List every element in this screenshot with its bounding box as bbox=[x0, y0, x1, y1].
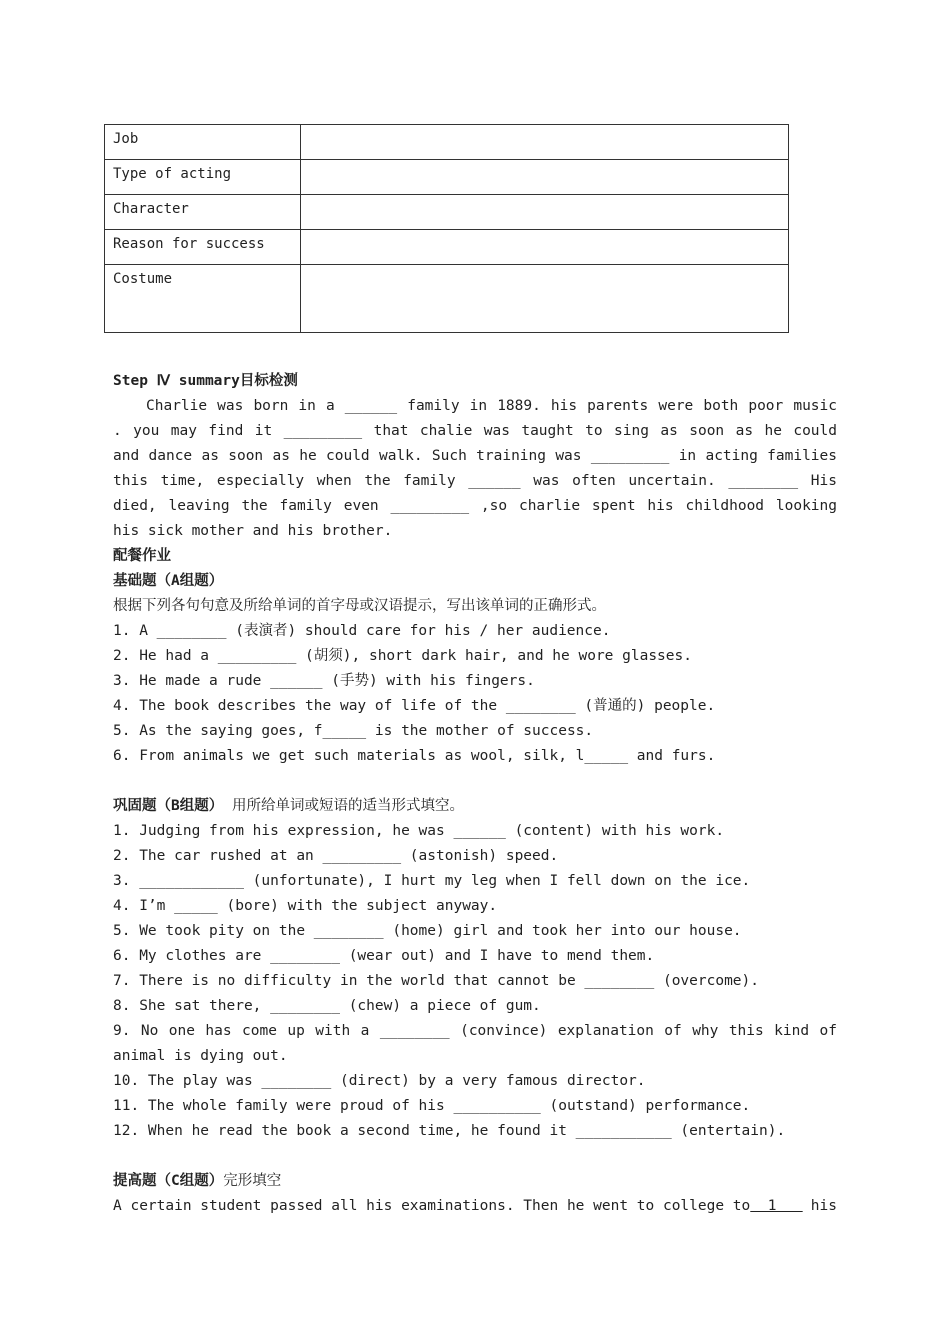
summary-line: . you may find it _________ that chalie was taught to sing as soon as he could bbox=[113, 423, 837, 439]
group-b-item: 5. We took pity on the ________ (home) girl and took her into our house. bbox=[113, 923, 742, 939]
table-row bbox=[105, 265, 789, 333]
group-a-instruction: 根据下列各句句意及所给单词的首字母或汉语提示，写出该单词的正确形式。 bbox=[113, 598, 606, 614]
group-c-title: 提高题（C组题） bbox=[113, 1173, 224, 1189]
row-label: Type of acting bbox=[105, 160, 301, 195]
row-value bbox=[301, 125, 789, 160]
group-b-item: 2. The car rushed at an _________ (astonish) speed. bbox=[113, 848, 559, 864]
group-b-item: 7. There is no difficulty in the world that cannot be ________ (overcome). bbox=[113, 973, 760, 989]
group-b-item: 8. She sat there, ________ (chew) a piece of gum. bbox=[113, 998, 541, 1014]
group-b-header bbox=[113, 794, 837, 819]
spacer bbox=[113, 1144, 837, 1169]
group-a-item: 2. He had a _________ (胡须), short dark hair, and he wore glasses. bbox=[113, 648, 692, 664]
group-a-title: 基础题（A组题） bbox=[113, 573, 224, 589]
group-b-item: 4. I’m _____ (bore) with the subject anyway. bbox=[113, 898, 498, 914]
group-a-item: 4. The book describes the way of life of the ________ (普通的) people. bbox=[113, 698, 716, 714]
group-b-item: 9. No one has come up with a ________ (convince) explanation of why this kind of bbox=[113, 1023, 837, 1039]
row-value bbox=[301, 195, 789, 230]
group-b-instruction: 用所给单词或短语的适当形式填空。 bbox=[223, 798, 464, 814]
document-body bbox=[113, 369, 837, 1219]
row-label: Character bbox=[105, 195, 301, 230]
group-a-item: 6. From animals we get such materials as wool, silk, l_____ and furs. bbox=[113, 748, 716, 764]
row-value bbox=[301, 160, 789, 195]
row-value bbox=[301, 265, 789, 333]
summary-line: Charlie was born in a ______ family in 1889. his parents were both poor music bbox=[146, 398, 837, 414]
group-a-item: 1. A ________ (表演者) should care for his / her audience. bbox=[113, 623, 611, 639]
homework-title: 配餐作业 bbox=[113, 548, 171, 564]
group-a-item: 3. He made a rude ______ (手势) with his fingers. bbox=[113, 673, 535, 689]
table-row bbox=[105, 195, 789, 230]
summary-line: this time, especially when the family ______ was often uncertain. ________ His bbox=[113, 473, 837, 489]
cloze-blank: 1 bbox=[750, 1198, 803, 1214]
group-b-item: 3. ____________ (unfortunate), I hurt my leg when I fell down on the ice. bbox=[113, 873, 751, 889]
summary-line: his sick mother and his brother. bbox=[113, 523, 393, 539]
table-row bbox=[105, 230, 789, 265]
row-label: Costume bbox=[105, 265, 301, 333]
row-label: Job bbox=[105, 125, 301, 160]
group-b-item: 6. My clothes are ________ (wear out) and I have to mend them. bbox=[113, 948, 655, 964]
spacer bbox=[113, 769, 837, 794]
row-label: Reason for success bbox=[105, 230, 301, 265]
group-b-item-continued: animal is dying out. bbox=[113, 1048, 288, 1064]
cloze-text-start: A certain student passed all his examinations. Then he went to college to bbox=[113, 1198, 751, 1214]
group-b-item: 10. The play was ________ (direct) by a very famous director. bbox=[113, 1073, 646, 1089]
cloze-line bbox=[113, 1194, 837, 1219]
group-c-instruction: 完形填空 bbox=[223, 1173, 282, 1189]
group-b-item: 1. Judging from his expression, he was ______ (content) with his work. bbox=[113, 823, 725, 839]
group-c-header bbox=[113, 1169, 837, 1194]
group-b-item: 12. When he read the book a second time, he found it ___________ (entertain). bbox=[113, 1123, 786, 1139]
summary-line: died, leaving the family even _________ ,so charlie spent his childhood looking bbox=[113, 498, 837, 514]
group-a-item: 5. As the saying goes, f_____ is the mother of success. bbox=[113, 723, 594, 739]
table-row bbox=[105, 125, 789, 160]
group-b-title: 巩固题（B组题） bbox=[113, 798, 224, 814]
summary-line: and dance as soon as he could walk. Such training was _________ in acting families bbox=[113, 448, 837, 464]
summary-heading: Step Ⅳ summary目标检测 bbox=[113, 373, 298, 389]
cloze-text-end: his bbox=[810, 1198, 837, 1214]
table-row bbox=[105, 160, 789, 195]
group-b-item: 11. The whole family were proud of his __________ (outstand) performance. bbox=[113, 1098, 751, 1114]
row-value bbox=[301, 230, 789, 265]
info-table bbox=[104, 124, 789, 333]
